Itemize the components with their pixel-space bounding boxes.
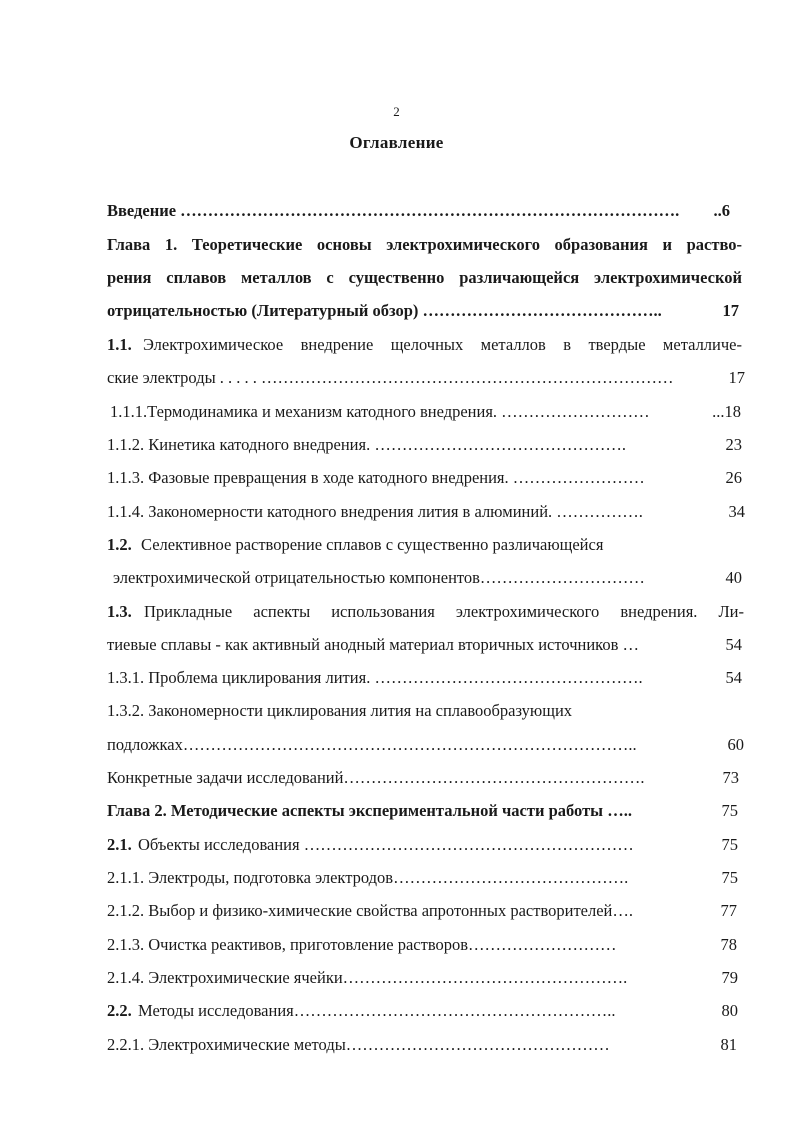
toc-entry-text: электрохимической отрицательностью компонентов………………………… bbox=[113, 568, 645, 587]
toc-entry-text: Методы исследования………………………………………………….. bbox=[138, 1001, 616, 1020]
toc-entry-text: Введение ………………………………………………………………………………. bbox=[107, 201, 680, 220]
toc-entry-text: 1.1.4. Закономерности катодного внедрения лития в алюминий. ……………. bbox=[107, 502, 643, 521]
toc-entry-text: Электрохимическое внедрение щелочных металлов в твердые металличе- bbox=[143, 335, 742, 354]
toc-entry-text: Конкретные задачи исследований………………………………………………. bbox=[107, 768, 645, 787]
toc-entry-page: 81 bbox=[720, 1035, 737, 1054]
page-number: 2 bbox=[393, 104, 400, 119]
toc-entry-text: тиевые сплавы - как активный анодный материал вторичных источников … bbox=[107, 635, 640, 654]
toc-entry-page: 40 bbox=[725, 568, 742, 587]
toc-entry-text: Селективное растворение сплавов с существенно различающейся bbox=[141, 535, 604, 554]
toc-entry-page: 17 bbox=[728, 368, 745, 387]
toc-entry-text: 1.3.1. Проблема циклирования лития. …………………………………………. bbox=[107, 668, 643, 687]
toc-entry-number: 2.2. bbox=[107, 1001, 132, 1020]
toc-entry-text: 2.1.4. Электрохимические ячейки……………………………………………. bbox=[107, 968, 628, 987]
toc-entry-text: 2.2.1. Электрохимические методы………………………………………… bbox=[107, 1035, 610, 1054]
toc-entry-text: Прикладные аспекты использования электрохимического внедрения. Ли- bbox=[144, 602, 744, 621]
toc-entry-page: 54 bbox=[725, 668, 742, 687]
toc-entry-text: Глава 2. Методические аспекты экспериментальной части работы ….. bbox=[107, 801, 632, 820]
toc-entry-page: 75 bbox=[721, 868, 738, 887]
toc-entry-page: 75 bbox=[721, 835, 738, 854]
toc-entry-number: 1.1. bbox=[107, 335, 132, 354]
toc-title: Оглавление bbox=[349, 133, 444, 152]
toc-entry-number: 1.2. bbox=[107, 535, 132, 554]
toc-entry-page: 23 bbox=[725, 435, 742, 454]
toc-entry-page: 17 bbox=[722, 301, 739, 320]
toc-entry-page: 60 bbox=[727, 735, 744, 754]
toc-entry-text: отрицательностью (Литературный обзор) …………………………………….. bbox=[107, 301, 662, 320]
toc-entry-page: 79 bbox=[721, 968, 738, 987]
toc-entry-page: 26 bbox=[725, 468, 742, 487]
toc-entry-text: 1.1.1.Термодинамика и механизм катодного внедрения. ……………………… bbox=[110, 402, 650, 421]
toc-entry-page: ...18 bbox=[712, 402, 741, 421]
toc-entry-text: 1.1.2. Кинетика катодного внедрения. ………………………………………. bbox=[107, 435, 626, 454]
toc-entry-text: ские электроды . . . . . ………………………………………………………………… bbox=[107, 368, 674, 387]
toc-entry-text: 2.1.2. Выбор и физико-химические свойства апротонных растворителей…. bbox=[107, 901, 633, 920]
toc-entry-text: 2.1.1. Электроды, подготовка электродов……………………………………. bbox=[107, 868, 629, 887]
toc-entry-page: 54 bbox=[725, 635, 742, 654]
toc-entry-page: 34 bbox=[728, 502, 745, 521]
toc-entry-number: 1.3. bbox=[107, 602, 132, 621]
toc-entry-text: подложках……………………………………………………………………….. bbox=[107, 735, 637, 754]
toc-entry-text: рения сплавов металлов с существенно различающейся электрохимической bbox=[107, 268, 742, 287]
toc-entry-page: 73 bbox=[722, 768, 739, 787]
toc-entry-text: 2.1.3. Очистка реактивов, приготовление растворов……………………… bbox=[107, 935, 617, 954]
toc-entry-text: 1.3.2. Закономерности циклирования лития на сплавообразующих bbox=[107, 701, 573, 720]
toc-entry-page: 77 bbox=[720, 901, 737, 920]
toc-entry-page: 78 bbox=[720, 935, 737, 954]
toc-entry-text: Глава 1. Теоретические основы электрохимического образования и раство- bbox=[107, 235, 742, 254]
toc-entry-page: 75 bbox=[721, 801, 738, 820]
toc-entry-number: 2.1. bbox=[107, 835, 132, 854]
toc-entry-text: Объекты исследования …………………………………………………… bbox=[138, 835, 634, 854]
toc-entry-page: 80 bbox=[721, 1001, 738, 1020]
toc-entry-text: 1.1.3. Фазовые превращения в ходе катодного внедрения. …………………… bbox=[107, 468, 645, 487]
toc-entry-page: ..6 bbox=[713, 201, 730, 220]
